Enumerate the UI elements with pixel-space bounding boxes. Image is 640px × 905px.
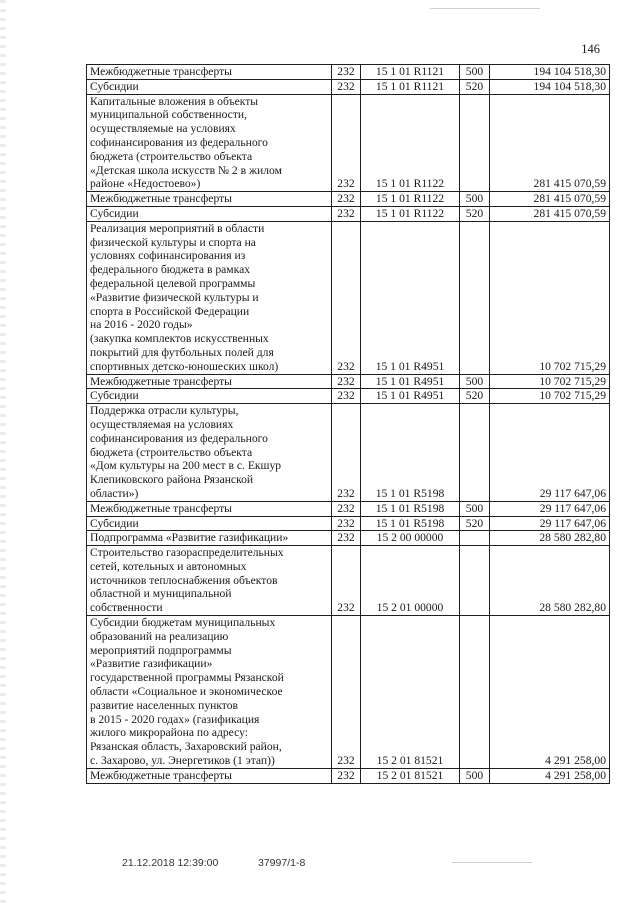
row-sum-cell: 29 117 647,06	[490, 501, 610, 516]
row-expense-type-cell	[460, 546, 490, 616]
row-name-cell: Межбюджетные трансферты	[87, 192, 332, 207]
row-code-cell: 232	[332, 531, 361, 546]
row-expense-type-cell	[460, 531, 490, 546]
row-name-cell: Субсидии	[87, 516, 332, 531]
row-name-cell: Субсидии	[87, 79, 332, 94]
row-code-cell: 232	[332, 221, 361, 374]
footer-doc-number: 37997/1-8	[258, 857, 306, 869]
row-code-cell: 232	[332, 192, 361, 207]
row-expense-type-cell	[460, 616, 490, 769]
table-row	[87, 206, 610, 221]
row-expense-type-cell: 520	[460, 206, 490, 221]
row-sum-cell: 4 291 258,00	[490, 616, 610, 769]
table-row	[87, 192, 610, 207]
row-expense-type-cell: 500	[460, 768, 490, 783]
row-sum-cell: 29 117 647,06	[490, 516, 610, 531]
row-expense-type-cell: 520	[460, 516, 490, 531]
row-code-cell: 232	[332, 516, 361, 531]
scan-artifact-top	[430, 8, 540, 9]
row-name-cell: Подпрограмма «Развитие газификации»	[87, 531, 332, 546]
row-expense-type-cell	[460, 221, 490, 374]
row-name-cell: Межбюджетные трансферты	[87, 65, 332, 80]
scan-edge-artifact	[0, 0, 6, 905]
row-target-article-cell: 15 1 01 R5198	[361, 501, 460, 516]
row-code-cell: 232	[332, 206, 361, 221]
budget-table-body	[87, 65, 610, 784]
row-name-cell: Капитальные вложения в объекты муниципальной собственности, осуществляемые на условиях софинансирования из федерального бюджета (строительство объекта «Детская школа искусств № 2 в жилом районе «Недостоево»)	[87, 94, 332, 192]
row-target-article-cell: 15 2 01 81521	[361, 616, 460, 769]
table-row	[87, 501, 610, 516]
table-row	[87, 531, 610, 546]
row-target-article-cell: 15 1 01 R5198	[361, 404, 460, 502]
row-name-cell: Межбюджетные трансферты	[87, 501, 332, 516]
row-expense-type-cell: 500	[460, 65, 490, 80]
row-target-article-cell: 15 1 01 R1121	[361, 65, 460, 80]
budget-table	[86, 64, 610, 784]
row-target-article-cell: 15 1 01 R1121	[361, 79, 460, 94]
row-target-article-cell: 15 1 01 R1122	[361, 192, 460, 207]
row-sum-cell: 281 415 070,59	[490, 192, 610, 207]
footer-timestamp: 21.12.2018 12:39:00	[122, 857, 219, 869]
row-sum-cell: 10 702 715,29	[490, 389, 610, 404]
table-row	[87, 221, 610, 374]
table-row	[87, 616, 610, 769]
row-target-article-cell: 15 1 01 R1122	[361, 206, 460, 221]
row-expense-type-cell: 500	[460, 374, 490, 389]
row-sum-cell: 4 291 258,00	[490, 768, 610, 783]
row-code-cell: 232	[332, 616, 361, 769]
row-name-cell: Субсидии	[87, 206, 332, 221]
row-expense-type-cell: 500	[460, 501, 490, 516]
row-sum-cell: 194 104 518,30	[490, 79, 610, 94]
row-target-article-cell: 15 1 01 R4951	[361, 389, 460, 404]
row-code-cell: 232	[332, 79, 361, 94]
row-expense-type-cell	[460, 404, 490, 502]
row-code-cell: 232	[332, 546, 361, 616]
row-code-cell: 232	[332, 374, 361, 389]
row-sum-cell: 28 580 282,80	[490, 546, 610, 616]
row-sum-cell: 29 117 647,06	[490, 404, 610, 502]
row-code-cell: 232	[332, 389, 361, 404]
table-row	[87, 389, 610, 404]
row-target-article-cell: 15 2 01 81521	[361, 768, 460, 783]
row-code-cell: 232	[332, 94, 361, 192]
row-expense-type-cell: 500	[460, 192, 490, 207]
page-number: 146	[581, 42, 600, 56]
row-sum-cell: 281 415 070,59	[490, 94, 610, 192]
row-name-cell: Строительство газораспределительных сетей, котельных и автономных источников теплоснабжения объектов областной и муниципальной собственности	[87, 546, 332, 616]
row-sum-cell: 10 702 715,29	[490, 374, 610, 389]
row-name-cell: Межбюджетные трансферты	[87, 374, 332, 389]
table-row	[87, 65, 610, 80]
table-row	[87, 516, 610, 531]
row-target-article-cell: 15 1 01 R5198	[361, 516, 460, 531]
row-name-cell: Субсидии	[87, 389, 332, 404]
row-sum-cell: 28 580 282,80	[490, 531, 610, 546]
table-row	[87, 374, 610, 389]
row-sum-cell: 194 104 518,30	[490, 65, 610, 80]
row-target-article-cell: 15 1 01 R4951	[361, 374, 460, 389]
row-target-article-cell: 15 1 01 R4951	[361, 221, 460, 374]
row-code-cell: 232	[332, 404, 361, 502]
row-sum-cell: 281 415 070,59	[490, 206, 610, 221]
row-sum-cell: 10 702 715,29	[490, 221, 610, 374]
row-target-article-cell: 15 2 01 00000	[361, 546, 460, 616]
scan-artifact-bottom	[452, 862, 532, 863]
row-code-cell: 232	[332, 501, 361, 516]
table-row	[87, 546, 610, 616]
row-name-cell: Субсидии бюджетам муниципальных образований на реализацию мероприятий подпрограммы «Развитие газификации» государственной программы Рязанской области «Социальное и экономическое развитие населенных пунктов в 2015 - 2020 годах» (газификация жилого микрорайона по адресу: Рязанская область, Захаровский район, с. Захарово, ул. Энергетиков (1 этап))	[87, 616, 332, 769]
row-name-cell: Межбюджетные трансферты	[87, 768, 332, 783]
table-row	[87, 768, 610, 783]
row-code-cell: 232	[332, 768, 361, 783]
table-row	[87, 94, 610, 192]
row-expense-type-cell	[460, 94, 490, 192]
row-target-article-cell: 15 2 00 00000	[361, 531, 460, 546]
table-row	[87, 79, 610, 94]
table-row	[87, 404, 610, 502]
row-expense-type-cell: 520	[460, 389, 490, 404]
row-name-cell: Поддержка отрасли культуры, осуществляемая на условиях софинансирования из федерального бюджета (строительство объекта «Дом культуры на 200 мест в с. Екшур Клепиковского района Рязанской области»)	[87, 404, 332, 502]
row-expense-type-cell: 520	[460, 79, 490, 94]
row-target-article-cell: 15 1 01 R1122	[361, 94, 460, 192]
row-code-cell: 232	[332, 65, 361, 80]
row-name-cell: Реализация мероприятий в области физической культуры и спорта на условиях софинансирования из федерального бюджета в рамках федеральной целевой программы «Развитие физической культуры и спорта в Российской Федерации на 2016 - 2020 годы» (закупка комплектов искусственных покрытий для футбольных полей для спортивных детско-юношеских школ)	[87, 221, 332, 374]
